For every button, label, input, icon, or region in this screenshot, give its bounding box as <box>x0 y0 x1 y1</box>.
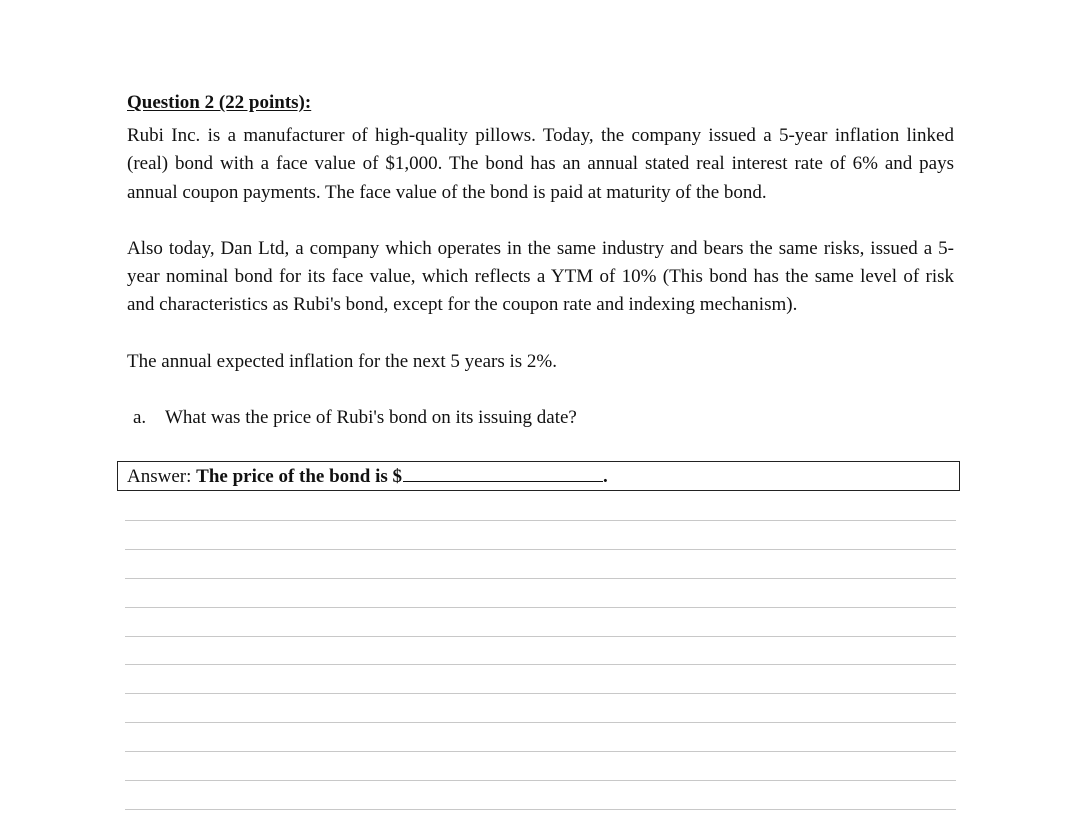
writing-line[interactable] <box>125 636 956 665</box>
question-section <box>127 90 954 432</box>
writing-line[interactable] <box>125 607 956 636</box>
writing-line[interactable] <box>125 578 956 607</box>
paragraph-dan-ltd: Also today, Dan Ltd, a company which operates in the same industry and bears the same risks, issued a 5-year nominal bond for its face value, which reflects a YTM of 10% (This bond has the same level of risk and characteristics as Rubi's bond, except for the coupon rate and indexing mechanism). <box>127 237 954 316</box>
writing-line[interactable] <box>125 549 956 578</box>
writing-line[interactable] <box>125 780 956 809</box>
paragraph-inflation: The annual expected inflation for the next 5 years is 2%. <box>127 350 557 372</box>
answer-label: Answer: <box>127 466 197 487</box>
answer-prompt: The price of the bond is $ <box>196 466 402 487</box>
writing-line[interactable] <box>125 664 956 693</box>
answer-box <box>117 461 960 491</box>
writing-lines[interactable] <box>125 520 956 838</box>
answer-end-period: . <box>603 466 608 487</box>
writing-line[interactable] <box>125 809 956 838</box>
sub-question-text: What was the price of Rubi's bond on its issuing date? <box>165 407 577 429</box>
writing-line[interactable] <box>125 520 956 549</box>
writing-line[interactable] <box>125 751 956 780</box>
writing-line[interactable] <box>125 722 956 751</box>
writing-line[interactable] <box>125 693 956 722</box>
paragraph-intro: Rubi Inc. is a manufacturer of high-quality pillows. Today, the company issued a 5-year inflation linked (real) bond with a face value of $1,000. The bond has an annual stated real interest rate of 6% and pays annual coupon payments. The face value of the bond is paid at maturity of the bond. <box>127 125 954 203</box>
question-title: Question 2 (22 points): <box>127 92 312 113</box>
sub-question-marker: a. <box>133 407 147 429</box>
sub-question-a <box>127 404 954 432</box>
answer-blank-field[interactable] <box>403 462 603 482</box>
